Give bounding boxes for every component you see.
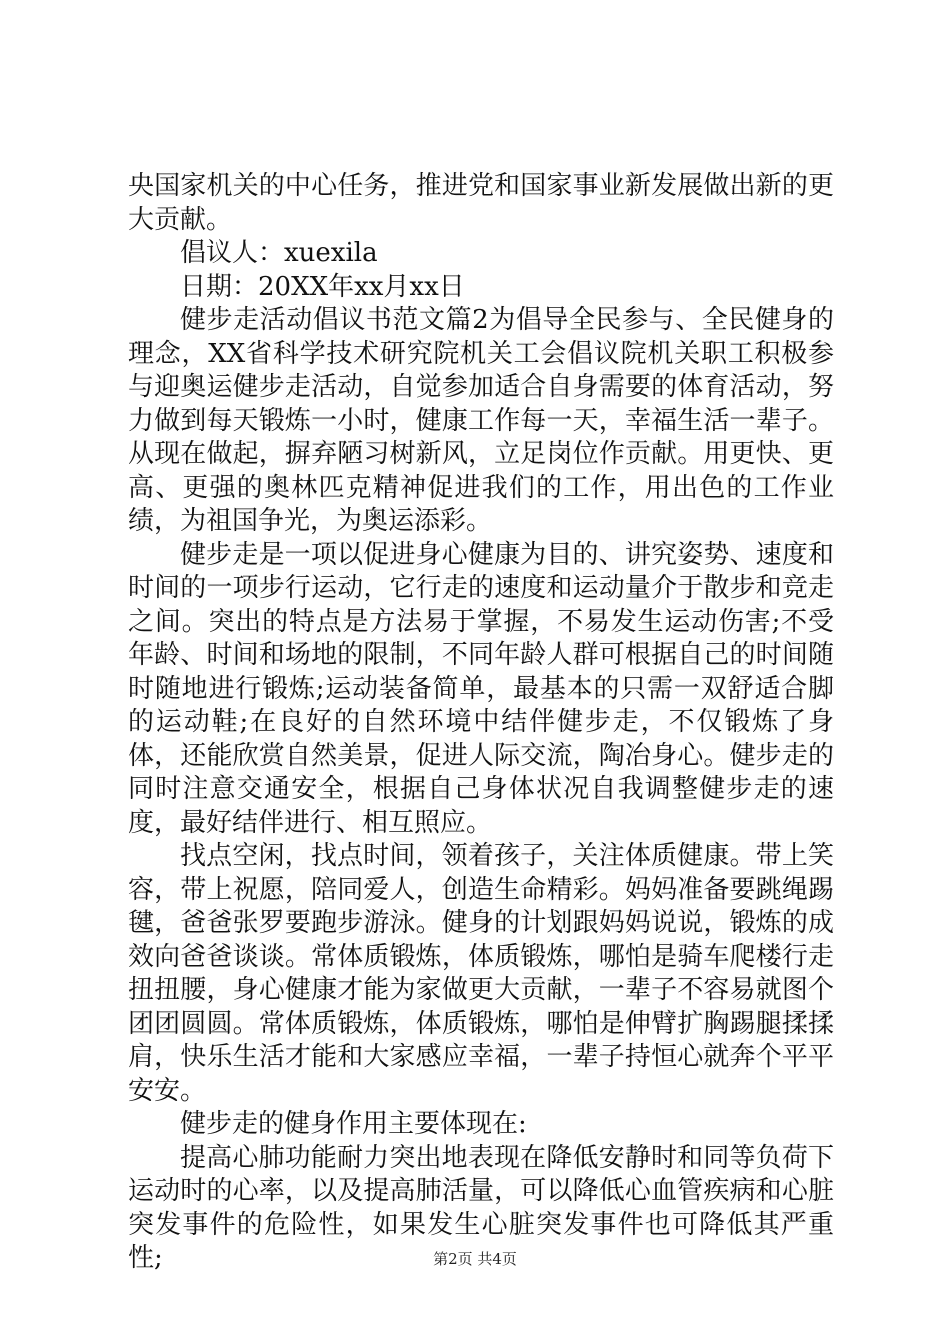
page-number-footer: 第2页 共4页	[433, 1250, 517, 1268]
paragraph: 健步走是一项以促进身心健康为目的、讲究姿势、速度和时间的一项步行运动，它行走的速度和运动量介于散步和竞走之间。突出的特点是方法易于掌握，不易发生运动伤害;不受年龄、时间和场地的限制，不同年龄人群可根据自己的时间随时随地进行锻炼;运动装备简单，最基本的只需一双舒适合脚的运动鞋;在良好的自然环境中结伴健步走，不仅锻炼了身体，还能欣赏自然美景，促进人际交流，陶冶身心。健步走的同时注意交通安全，根据自己身体状况自我调整健步走的速度，最好结伴进行、相互照应。	[128, 539, 834, 838]
paragraph: 找点空闲，找点时间，领着孩子，关注体质健康。带上笑容，带上祝愿，陪同爱人，创造生命精彩。妈妈准备要跳绳踢毽，爸爸张罗要跑步游泳。健身的计划跟妈妈说说，锻炼的成效向爸爸谈谈。常体质锻炼，体质锻炼，哪怕是骑车爬楼行走扭扭腰，身心健康才能为家做更大贡献，一辈子不容易就图个团团圆圆。常体质锻炼，体质锻炼，哪怕是伸臂扩胸踢腿揉揉肩，快乐生活才能和大家感应幸福，一辈子持恒心就奔个平平安安。	[128, 841, 834, 1106]
document-body	[128, 170, 834, 1276]
paragraph: 健步走的健身作用主要体现在:	[180, 1109, 527, 1139]
paragraph: 日期：20XX年xx月xx日	[180, 271, 465, 302]
paragraph: 健步走活动倡议书范文篇2为倡导全民参与、全民健身的理念，XX省科学技术研究院机关工会倡议院机关职工积极参与迎奥运健步走活动，自觉参加适合自身需要的体育活动，努力做到每天锻炼一小时，健康工作每一天，幸福生活一辈子。从现在做起，摒弃陋习树新风，立足岗位作贡献。用更快、更高、更强的奥林匹克精神促进我们的工作，用出色的工作业绩，为祖国争光，为奥运添彩。	[128, 305, 834, 536]
paragraph: 倡议人：xuexila	[180, 238, 378, 268]
paragraph: 央国家机关的中心任务，推进党和国家事业新发展做出新的更大贡献。	[128, 171, 834, 235]
paragraph: 提高心肺功能耐力突出地表现在降低安静时和同等负荷下运动时的心率，以及提高肺活量，可以降低心血管疾病和心脏突发事件的危险性，如果发生心脏突发事件也可降低其严重性;	[128, 1142, 834, 1273]
